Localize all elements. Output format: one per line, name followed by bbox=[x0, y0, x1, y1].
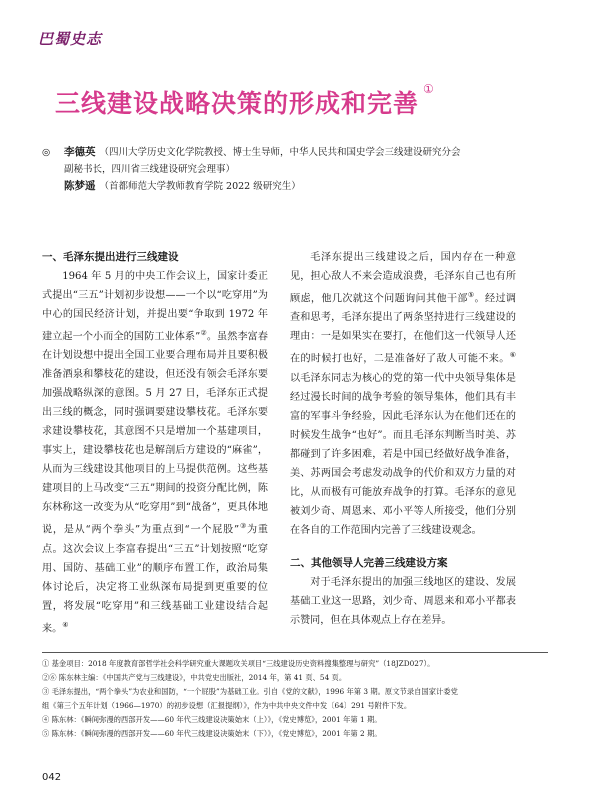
journal-logo: 巴蜀史志 bbox=[38, 30, 103, 48]
title-text: 三线建设战略决策的形成和完善 bbox=[55, 89, 420, 118]
right-column bbox=[290, 248, 516, 630]
paragraph-2: 毛泽东提出三线建设之后，国内存在一种意见，担心敌人不来会造成浪费，毛泽东自己也有所顾虑，他几次就这个问题询问其他干部⑤。经过调查和思考，毛泽东提出了两条坚持进行三线建设的理由：一是如果实在要打，在他们这一代领导人还在的时候打也好，二是准备好了敌人可能不来。⑥以毛泽东同志为核心的党的第一代中央领导集体是经过漫长时间的战争考验的领导集体，他们具有丰富的军事斗争经验，因此毛泽东认为在他们还在的时候发生战争“也好”。而且毛泽东判断当时美、苏都碰到了许多困难，若是中国已经做好战争准备，美、苏两国会考虑发动战争的代价和双方力量的对比，从而极有可能放弃战争的打算。毛泽东的意见被刘少奇、周恩来、邓小平等人所接受，他们分别在各自的工作范围内完善了三线建设观念。 bbox=[290, 252, 517, 536]
footnote-ref: ④ bbox=[62, 620, 69, 629]
author2-name: 陈梦遥 bbox=[64, 180, 96, 192]
author-block bbox=[42, 144, 542, 195]
footnote-ref: ② bbox=[200, 329, 207, 337]
author2-line bbox=[64, 178, 542, 195]
page-number: 042 bbox=[42, 772, 62, 783]
author1-line bbox=[64, 144, 542, 161]
paragraph-1: 1964 年 5 月的中央工作会议上，国家计委正式提出“三五”计划初步设想——一个以“吃穿用”为中心的国民经济计划，并提出要“争取到 1972 年建立起一个小而全的国防工业体系”②。虽然李富春在计划设想中提出全国工业要合理布局并且要积极准备酒泉和攀枝花的建设，但还没有领会毛泽东要加强战略纵深的意图。5 月 27 日，毛泽东正式提出三线的概念，同时强调要建设攀枝花。毛泽东要求建设攀枝花，其意图不只是增加一个基建项目，事实上，建设攀枝花也是解剖后方建设的“麻雀”，从而为三线建设其他项目的上马提供范例。这些基建项目的上马改变“三五”期间的投资分配比例，陈东林称这一改变为从“吃穿用”到“战备”，更具体地说，是从“两个拳头”为重点到“一个屁股”③为重点。这次会议上李富春提出“三五”计划按照“吃穿用、国防、基础工业”的顺序布置工作，政治局集体讨论后，决定将工业纵深布局提到更重要的位置，将发展“吃穿用”和三线基础工业建设结合起来。④ bbox=[42, 271, 269, 635]
footnote-ref: ⑤ bbox=[467, 291, 475, 299]
author2-info: （首都师范大学教师教育学院 2022 级研究生） bbox=[99, 181, 301, 192]
footnote-item: ④ 陈东林：《瞬间弥漫的西部开发——60 年代三线建设决策始末（上）》，《党史博览》，2001 年第 1 期。 bbox=[42, 715, 382, 724]
footnote-ref: ⑥ bbox=[509, 351, 516, 360]
footnote-divider bbox=[42, 652, 548, 653]
footnotes bbox=[42, 657, 548, 741]
section-heading-2: 二、其他领导人完善三线建设方案 bbox=[290, 556, 448, 569]
footnote-item: 组《第三个五年计划（1966—1970）的初步设想（汇报提纲）》，作为中共中央文件中发〔64〕291 号附件下发。 bbox=[42, 701, 412, 710]
paragraph-3: 对于毛泽东提出的加强三线地区的建设、发展基础工业这一思路，刘少奇、周恩来和邓小平都表示赞同，但在具体观点上存在差异。 bbox=[290, 576, 516, 626]
title-footnote-marker: ① bbox=[423, 82, 435, 96]
footnote-ref: ③ bbox=[239, 522, 248, 531]
footnote-item: ⑤ 陈东林：《瞬间弥漫的西部开发——60 年代三线建设决策始末（下）》，《党史博览》，2001 年第 2 期。 bbox=[42, 729, 382, 738]
author-marker: ◎ bbox=[42, 147, 51, 158]
left-column bbox=[42, 248, 268, 638]
section-heading-1: 一、毛泽东提出进行三线建设 bbox=[42, 251, 179, 263]
footnote-item: ① 基金项目：2018 年度教育部哲学社会科学研究重大课题攻关项目“三线建设历史资料搜集整理与研究”（18JZD027）。 bbox=[42, 659, 435, 668]
footnote-item: ②⑥ 陈东林主编：《中国共产党与三线建设》，中共党史出版社，2014 年，第 41 页、54 页。 bbox=[42, 673, 347, 682]
author1-name: 李德英 bbox=[64, 146, 96, 158]
author1-info-line1: （四川大学历史文化学院教授、博士生导师，中华人民共和国史学会三线建设研究分会 bbox=[99, 147, 461, 158]
footnote-item: ③ 毛泽东提出，“两个拳头”为农业和国防，“一个屁股”为基础工业。引自《党的文献》，1996 年第 3 期。原文节录自国家计委党 bbox=[42, 687, 458, 696]
author1-info-line2: 副秘书长，四川省三线建设研究会理事） bbox=[64, 164, 236, 175]
article-title bbox=[55, 84, 435, 120]
